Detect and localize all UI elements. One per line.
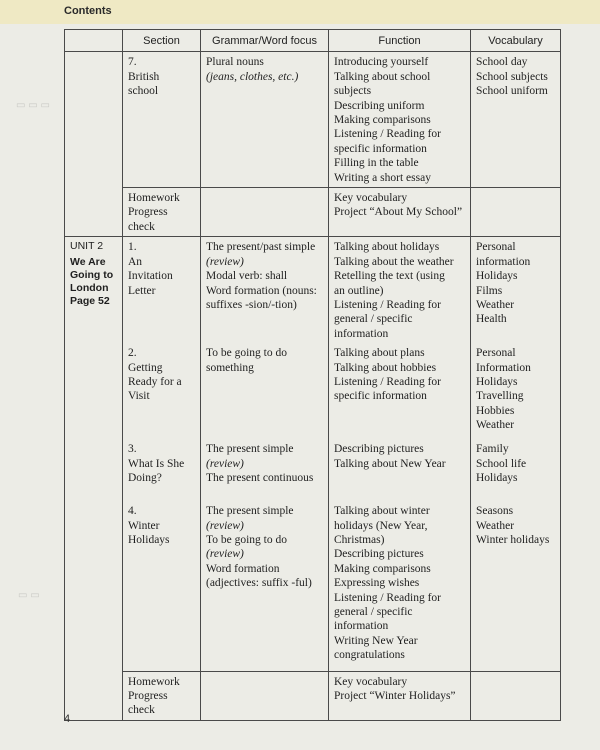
lesson-title: school xyxy=(128,85,159,98)
vocabulary-column-header: Vocabulary xyxy=(471,30,561,52)
lesson-title: Visit xyxy=(128,390,150,403)
lesson-row xyxy=(65,501,561,671)
function-cell: Key vocabulary Project “Winter Holidays” xyxy=(329,671,471,720)
vocabulary-cell: School day School subjects School uniform xyxy=(471,52,561,188)
section-column-header: Section xyxy=(123,30,201,52)
lesson-title: British xyxy=(128,70,160,83)
grammar-cell xyxy=(201,671,329,720)
vocabulary-cell xyxy=(471,671,561,720)
function-cell: Describing pictures Talking about New Year xyxy=(329,439,471,501)
function-cell: Talking about holidays Talking about the weather Retelling the text (using an outline) Listening / Reading for general / specific information xyxy=(329,237,471,343)
unit2-cell xyxy=(65,237,123,721)
function-cell: Talking about plans Talking about hobbies Listening / Reading for specific information xyxy=(329,343,471,439)
lesson-row xyxy=(65,237,561,343)
grammar-cell: To be going to do something xyxy=(201,343,329,439)
lesson-title: An xyxy=(128,255,143,268)
grammar-cell: The present/past simple (review) Modal verb: shall Word formation (nouns: suffixes -sion/-tion) xyxy=(201,237,329,343)
show-through-text: ▭ ▭ xyxy=(18,590,40,601)
grammar-cell: The present simple (review) The present continuous xyxy=(201,439,329,501)
lesson-title: Invitation xyxy=(128,270,173,283)
vocabulary-cell: Personal Information Holidays Travelling Hobbies Weather xyxy=(471,343,561,439)
page-number: 4 xyxy=(64,713,71,725)
lesson-section-cell: 3. What Is She Doing? xyxy=(123,439,201,501)
lesson-title: Holidays xyxy=(128,533,170,546)
grammar-cell: The present simple (review) To be going to do (review) Word formation (adjectives: suffix -ful) xyxy=(201,501,329,671)
vocabulary-cell: Family School life Holidays xyxy=(471,439,561,501)
unit-title: Going to xyxy=(70,269,114,282)
lesson-section-cell: 7. British school xyxy=(123,52,201,188)
review-row xyxy=(65,671,561,720)
vocabulary-cell: Personal information Holidays Films Weather Health xyxy=(471,237,561,343)
lesson-row xyxy=(65,343,561,439)
grammar-cell xyxy=(201,188,329,237)
contents-table xyxy=(64,29,561,721)
grammar-column-header: Grammar/Word focus xyxy=(201,30,329,52)
unit-column-header xyxy=(65,30,123,52)
vocabulary-cell xyxy=(471,188,561,237)
unit-title: London xyxy=(70,282,109,295)
lesson-title: Doing? xyxy=(128,471,162,484)
table-header-row xyxy=(65,30,561,52)
lesson-section-cell: 1. An Invitation Letter xyxy=(123,237,201,343)
review-section-cell: Homework Progress check xyxy=(123,671,201,720)
lesson-section-cell: 2. Getting Ready for a Visit xyxy=(123,343,201,439)
function-cell: Key vocabulary Project “About My School” xyxy=(329,188,471,237)
unit1-cell xyxy=(65,52,123,237)
unit-page: Page 52 xyxy=(70,295,110,308)
grammar-cell: Plural nouns (jeans, clothes, etc.) xyxy=(201,52,329,188)
vocabulary-cell: Seasons Weather Winter holidays xyxy=(471,501,561,671)
show-through-text: ▭ ▭ ▭ xyxy=(16,100,50,111)
unit-title: We Are xyxy=(70,256,106,269)
review-section-cell: Homework Progress check xyxy=(123,188,201,237)
lesson-title: Letter xyxy=(128,284,156,297)
lesson-section-cell: 4. Winter Holidays xyxy=(123,501,201,671)
lesson-title: Getting xyxy=(128,361,163,374)
function-cell: Introducing yourself Talking about school subjects Describing uniform Making comparisons Listening / Reading for specific information Filling in the table Writing a short essay xyxy=(329,52,471,188)
lesson-title: What Is She xyxy=(128,457,185,470)
function-cell: Talking about winter holidays (New Year, Christmas) Describing pictures Making comparisons Expressing wishes Listening / Reading for general / specific information Writing New Year congratulations xyxy=(329,501,471,671)
lesson-row xyxy=(65,439,561,501)
lesson-row xyxy=(65,52,561,188)
lesson-title: Ready for a xyxy=(128,375,182,388)
unit-code: UNIT 2 xyxy=(70,240,104,253)
review-row xyxy=(65,188,561,237)
page-header-title: Contents xyxy=(64,5,112,17)
lesson-title: Winter xyxy=(128,519,160,532)
function-column-header: Function xyxy=(329,30,471,52)
